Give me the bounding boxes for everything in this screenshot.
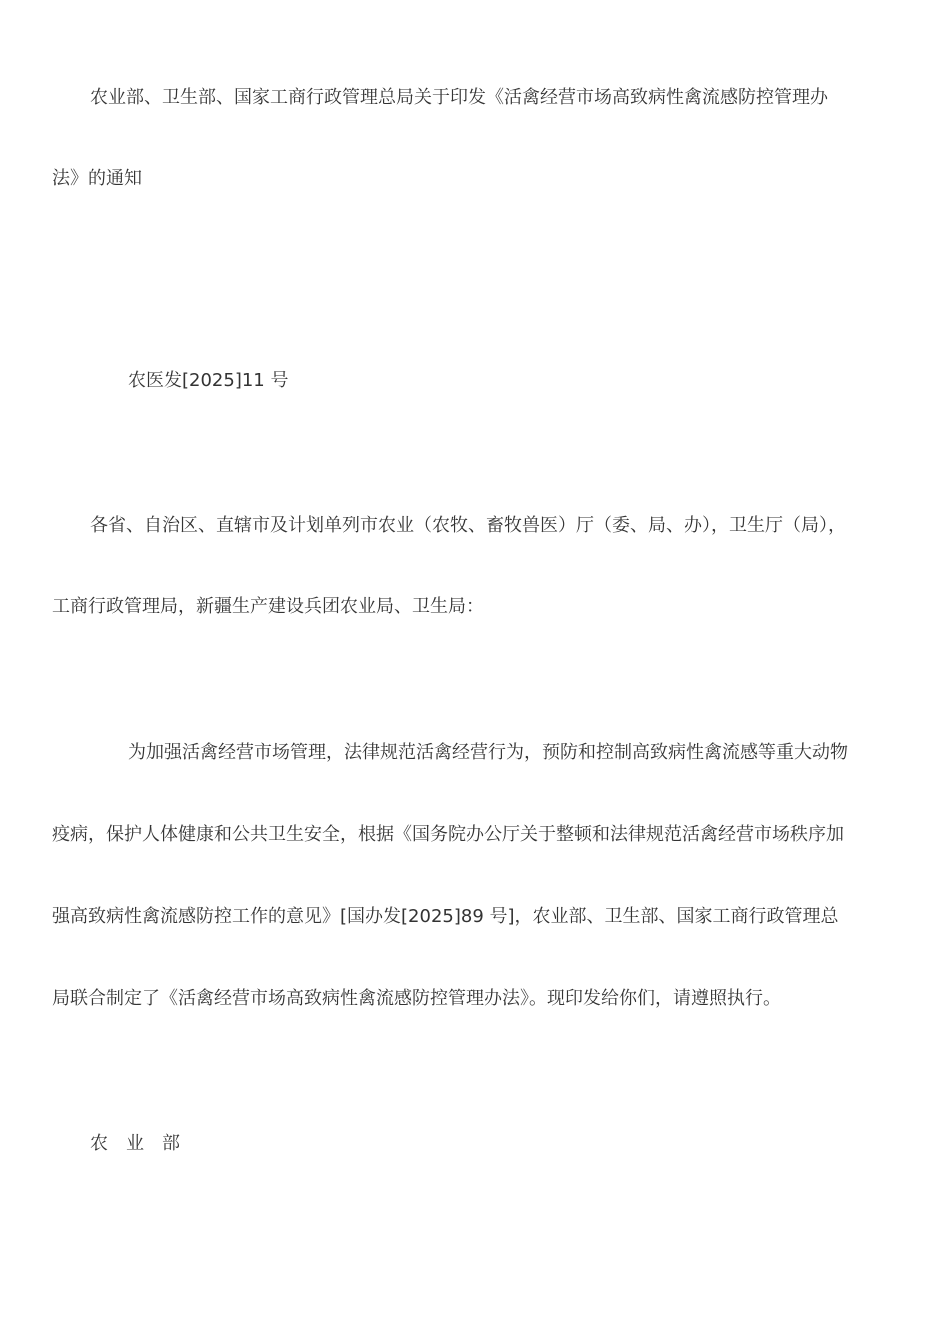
title-line-2: 法》的通知 [52,168,142,189]
body-line-4: 局联合制定了《活禽经营市场高致病性禽流感防控管理办法》。现印发给你们，请遵照执行。 [52,988,781,1009]
recipients-line-1: 各省、自治区、直辖市及计划单列市农业（农牧、畜牧兽医）厅（委、局、办），卫生厅（局）， [90,515,846,536]
body-line-3: 强高致病性禽流感防控工作的意见》[国办发[2025]89 号]，农业部、卫生部、国家工商行政管理总 [52,906,839,927]
recipients-line-2: 工商行政管理局，新疆生产建设兵团农业局、卫生局： [52,596,484,617]
body-line-2: 疫病，保护人体健康和公共卫生安全，根据《国务院办公厅关于整顿和法律规范活禽经营市场秩序加 [52,824,844,845]
body-line-1: 为加强活禽经营市场管理，法律规范活禽经营行为，预防和控制高致病性禽流感等重大动物 [128,742,848,763]
title-line-1: 农业部、卫生部、国家工商行政管理总局关于印发《活禽经营市场高致病性禽流感防控管理办 [90,87,828,108]
signature: 农 业 部 [90,1133,180,1154]
document-number: 农医发[2025]11 号 [128,370,289,391]
